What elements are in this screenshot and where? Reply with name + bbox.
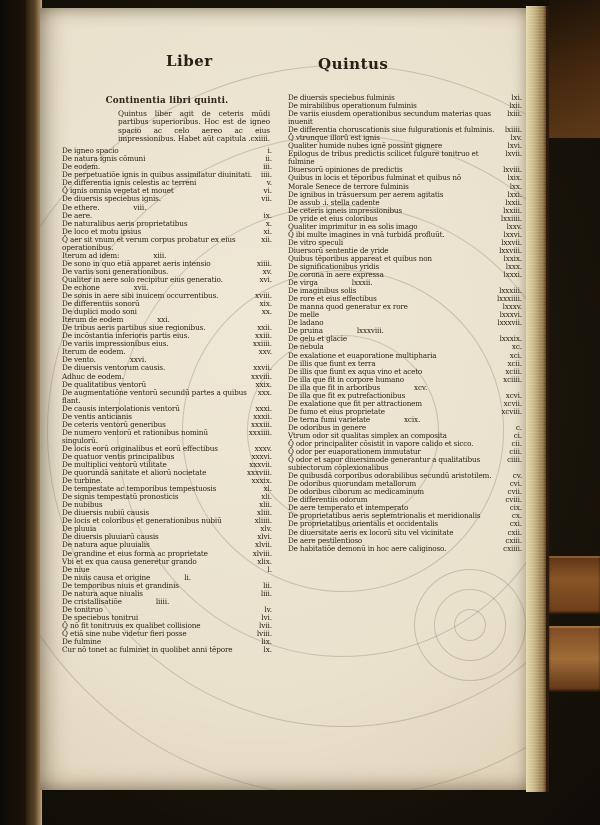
entry-numeral: lxxxviii.	[356, 326, 384, 336]
entry-title: De illis que fiunt ex terra	[288, 358, 376, 368]
entry-title: De cristallisatiōe	[62, 596, 122, 606]
entry-title: De differentiis odorum	[288, 495, 368, 505]
entry-title: De significationibus yridis	[288, 261, 380, 271]
entry-title: De manna quod generatur ex rore	[288, 302, 408, 312]
entry-title: De echone	[62, 282, 100, 292]
entry-title: De turbine.	[62, 476, 103, 486]
toc-entry	[62, 429, 272, 445]
entry-title: De tribus aeris partibus siue regionibus.	[62, 323, 206, 333]
entry-numeral: lxxv.	[506, 221, 522, 231]
toc-entry	[62, 204, 272, 212]
entry-title: De ventis anticianis	[62, 411, 132, 421]
entry-numeral: xiiii.	[256, 258, 272, 268]
entry-numeral: xxxi.	[255, 403, 272, 413]
entry-numeral: lxxxv.	[502, 302, 522, 312]
entry-numeral: xc.	[511, 342, 522, 352]
entry-title: Adhuc de eodem.	[62, 371, 124, 381]
entry-numeral: lxxxix.	[499, 334, 522, 344]
entry-numeral: xxxvii.	[249, 460, 272, 470]
entry-title: De temporibus niuis et grandinis	[62, 580, 179, 590]
entry-numeral: cii.	[511, 439, 522, 449]
entry-numeral: lxxxiiii.	[496, 294, 522, 304]
entry-numeral: xci.	[509, 350, 522, 360]
entry-title: Diuersorū opiniones de predictis	[288, 165, 403, 175]
entry-numeral: lxvii.	[505, 149, 522, 159]
entry-numeral: cvii.	[507, 487, 522, 497]
entry-numeral: xxvii.	[253, 363, 272, 373]
entry-title: Q̄ vtrunque illorū est ignis	[288, 133, 380, 143]
entry-numeral: lxxiii.	[503, 205, 522, 215]
entry-numeral: xcii.	[507, 358, 522, 368]
entry-title: Q̄ odor principaliter cōsistit in vapore calido et sicco.	[288, 439, 474, 449]
toc-intro: Quintus liber agit de ceteris mūdi partibus superioribus. Hoc est de igneo spacio ac celo aereo ac eius impressionibus. Habet aūt capitula .cxiiii.	[118, 109, 270, 143]
entry-title: De causis interpolationis ventorū	[62, 403, 180, 413]
entry-numeral: xxvi.	[129, 355, 147, 365]
leather-strap-lower	[549, 626, 600, 692]
entry-title: Vbi et ex qua causa generetur grando	[62, 556, 197, 566]
entry-title: De diuersis ventorum causis.	[62, 363, 166, 373]
entry-numeral: xii.	[261, 234, 272, 244]
entry-title: De vento.	[62, 355, 96, 365]
entry-title: De speciebus tonitrui	[62, 612, 139, 622]
entry-numeral: xviii.	[255, 291, 272, 301]
entry-numeral: vi.	[263, 186, 272, 196]
entry-title: De quibusdā corporibus odorabilibus secundū aristotilem.	[288, 471, 492, 481]
watermark-circle	[434, 589, 506, 661]
toc-entry	[288, 150, 522, 166]
watermark-circle	[454, 609, 486, 641]
entry-title: De diuersis speciebus fulminis	[288, 93, 395, 102]
entry-numeral: xcix.	[403, 414, 421, 424]
entry-title: De illis que fiunt ex aqua vino et aceto	[288, 366, 423, 376]
toc-entry	[288, 271, 522, 279]
entry-title: De gelu et glacie	[288, 334, 348, 344]
entry-numeral: ii.	[265, 154, 272, 164]
entry-title: De tonitruo	[62, 604, 103, 614]
entry-numeral: xcvi.	[505, 390, 522, 400]
entry-numeral: xxxiii.	[251, 419, 272, 429]
entry-title: Q̄ ibi multe imagines in vnā turbidā profluūt.	[288, 229, 445, 239]
toc-entry	[288, 456, 522, 472]
entry-title: De diuersitate aeris ex locorū situ vel vicinitate	[288, 527, 454, 537]
entry-title: Iterum de eodem.	[62, 347, 126, 357]
entry-numeral: xcv.	[413, 382, 428, 392]
entry-title: De variis eiusdem operationibus secundum materias quas inuenit	[288, 109, 491, 127]
entry-title: De vitro speculi	[288, 237, 343, 247]
entry-title: De illa que fit in corpore humano	[288, 374, 404, 384]
entry-numeral: lxxii.	[505, 197, 522, 207]
entry-title: De diuersis pluuiarū causis	[62, 532, 159, 542]
entry-numeral: lxii.	[509, 101, 522, 111]
entry-title: De odoribus in genere	[288, 422, 366, 432]
entry-title: De variis soni generationibus.	[62, 266, 169, 276]
entry-numeral: xxviii.	[251, 371, 272, 381]
toc-entry	[288, 110, 522, 126]
entry-title: De differentiis sonorū	[62, 299, 140, 309]
entry-numeral: lxxxii.	[351, 278, 373, 288]
entry-title: De imaginibus solis	[288, 286, 357, 296]
entry-title: De virga	[288, 278, 318, 288]
toc-entry	[62, 236, 272, 252]
entry-numeral: cxii.	[507, 527, 522, 537]
entry-title: De odoribus ciborum ac medicaminum	[288, 487, 424, 497]
entry-title: De terna fumi varietate	[288, 414, 370, 424]
entry-numeral: lxxxiii.	[499, 286, 522, 296]
entry-numeral: xiii.	[153, 250, 167, 260]
entry-numeral: xciiii.	[503, 374, 522, 384]
entry-numeral: ciii.	[509, 447, 522, 457]
toc-column-right	[288, 94, 522, 553]
entry-title: Q̄ odor et sapor diuersimode generantur a qualitatibus subiectorum cōplexionalibus	[288, 455, 481, 473]
entry-title: De augmentatiōne ventorū secundū partes a quibus flant.	[62, 387, 247, 405]
entry-numeral: xli.	[261, 492, 272, 502]
entry-title: Qualiter imprimitur in ea solis imago	[288, 221, 418, 231]
entry-numeral: cviii.	[505, 495, 522, 505]
entry-numeral: lxxvii.	[501, 237, 522, 247]
entry-title: Morale Senece de terrore fulminis	[288, 181, 409, 191]
entry-title: De perpetuatiōe ignis in quibus assimilatur diuinitati.	[62, 170, 253, 180]
entry-title: De numero ventorū et rationibus nominū singulorū.	[62, 427, 208, 445]
entry-title: Qualiter humide nubes ignē possint gignere	[288, 141, 443, 151]
entry-title: De loco et motu ipsius	[62, 226, 142, 236]
entry-title: De illa que fit ex putrefactionibus	[288, 390, 406, 400]
entry-title: De incōstantia inferioris partis eius.	[62, 331, 190, 341]
entry-title: De mirabilibus operationum fulminis	[288, 101, 417, 111]
entry-numeral: xlvii.	[255, 540, 272, 550]
entry-title: De odoribus quorundam metallorum	[288, 479, 416, 489]
entry-numeral: xxx.	[257, 387, 272, 397]
running-header-liber: Liber	[166, 52, 213, 70]
entry-title: Q̄ ignis omnia vegetat et mouet	[62, 186, 174, 196]
entry-numeral: liii.	[260, 588, 272, 598]
entry-numeral: v.	[266, 178, 272, 188]
entry-numeral: lxxi.	[507, 189, 522, 199]
entry-numeral: xlvi.	[257, 532, 272, 542]
entry-numeral: xliiii.	[254, 516, 272, 526]
entry-numeral: lv.	[264, 604, 272, 614]
entry-numeral: lii.	[263, 580, 272, 590]
toc-list-right	[288, 94, 522, 553]
toc-entry	[62, 558, 272, 566]
entry-title: De multiplici ventorū vtilitate	[62, 460, 167, 470]
entry-numeral: ci.	[513, 430, 522, 440]
entry-numeral: xxxiiii.	[248, 427, 272, 437]
entry-numeral: lxv.	[510, 133, 522, 143]
entry-numeral: vii.	[261, 194, 272, 204]
entry-title: De exalatione que fit per attractionem	[288, 398, 422, 408]
entry-title: De exalatione et euaporatione multipharia	[288, 350, 437, 360]
entry-numeral: xxxv.	[254, 443, 272, 453]
toc-entry	[288, 311, 522, 319]
entry-title: Iterum ad idem:	[62, 250, 120, 260]
entry-numeral: lxi.	[511, 93, 522, 102]
entry-numeral: cxiiii.	[503, 543, 522, 553]
toc-list-left	[62, 147, 272, 654]
entry-title: De ignibus in trāsuersum per aerem agitatis	[288, 189, 444, 199]
entry-title: De proprietatibus orientalis et occidentalis	[288, 519, 438, 529]
entry-numeral: cxiii.	[505, 535, 522, 545]
entry-numeral: lxx.	[509, 181, 522, 191]
entry-numeral: ciiii.	[507, 455, 522, 465]
entry-title: De quatuor ventis principalibus	[62, 451, 175, 461]
entry-title: De pruina	[288, 326, 323, 336]
entry-numeral: xxix.	[255, 379, 272, 389]
entry-numeral: xxii.	[257, 323, 272, 333]
entry-numeral: xxxii.	[253, 411, 272, 421]
entry-title: De signis tempestatū pronosticis	[62, 492, 179, 502]
entry-title: De natura ignis cōmuni	[62, 154, 146, 164]
leather-cover-corner	[549, 0, 600, 138]
entry-numeral: lvii.	[259, 620, 272, 630]
entry-numeral: liiii.	[155, 596, 170, 606]
entry-numeral: xlix.	[257, 556, 272, 566]
entry-numeral: lxix.	[507, 173, 522, 183]
leather-strap-upper	[549, 556, 600, 614]
entry-title: Qualiter in aere solo recipitur eius generatio.	[62, 274, 223, 284]
entry-numeral: c.	[515, 422, 522, 432]
entry-numeral: cvi.	[509, 479, 522, 489]
entry-numeral: lxxvi.	[503, 229, 522, 239]
entry-numeral: lviii.	[256, 629, 272, 638]
entry-title: Q̄ odor per euaporationem immutatur	[288, 447, 421, 457]
entry-title: De corona in aere expressa	[288, 270, 384, 280]
entry-title: De ladano	[288, 318, 324, 328]
entry-numeral: lxxxi.	[503, 270, 522, 280]
entry-numeral: lxvi.	[507, 141, 522, 151]
entry-title: De melle	[288, 310, 320, 320]
entry-numeral: lxiiii.	[504, 125, 522, 135]
book-page	[40, 8, 526, 790]
entry-title: De natura aque niualis	[62, 588, 143, 598]
entry-numeral: viii.	[133, 202, 147, 212]
entry-title: De qualitatibus ventorū	[62, 379, 147, 389]
entry-numeral: lxxxvi.	[499, 310, 522, 320]
entry-title: De aere pestilentioso	[288, 535, 363, 545]
entry-title: De sono in quo etiā apparet aeris intensio	[62, 258, 211, 268]
entry-numeral: xvi.	[259, 274, 272, 284]
entry-title: Vtrum odor sit qualitas simplex an composita	[288, 430, 447, 440]
entry-numeral: xix.	[259, 299, 272, 309]
toc-entry	[288, 545, 522, 553]
entry-title: De illa que fit in arboribus	[288, 382, 380, 392]
entry-title: De assub .i. stella cadente	[288, 197, 380, 207]
entry-numeral: cv.	[512, 471, 522, 481]
entry-numeral: lix.	[261, 637, 272, 647]
entry-title: De naturalibus aeris proprietatibus	[62, 218, 188, 228]
entry-title: De fumo et eius proprietate	[288, 406, 385, 416]
entry-numeral: xxiii.	[255, 331, 272, 341]
toc-entry	[62, 389, 272, 405]
entry-title: Q̄ aer sit vnum et verum corpus probatur ex eius operationibus.	[62, 234, 236, 252]
entry-numeral: cx.	[511, 511, 522, 521]
entry-numeral: cxi.	[509, 519, 522, 529]
entry-title: De diuersis speciebus ignis.	[62, 194, 161, 204]
entry-title: De locis eorū originalibus et eorū effectibus	[62, 443, 218, 453]
entry-title: De aere.	[62, 210, 93, 220]
entry-title: Quibus tēporibus appareat et quibus non	[288, 253, 432, 263]
entry-title: De differentia ignis celestis ac terreni	[62, 178, 197, 188]
running-header-quintus: Quintus	[318, 55, 389, 73]
entry-title: De aere temperato et intemperato	[288, 503, 409, 513]
entry-title: Cur nō tonet ac fulminet in quolibet anni tēpore	[62, 645, 233, 655]
entry-title: De natura aque pluuialis	[62, 540, 150, 550]
toc-entry	[288, 319, 522, 327]
entry-numeral: i.	[267, 146, 272, 156]
entry-numeral: xcviii.	[501, 406, 522, 416]
toc-entry	[288, 303, 522, 311]
entry-numeral: cix.	[509, 503, 522, 513]
page-block-fore-edge	[526, 6, 549, 792]
entry-title: De pluuia	[62, 524, 97, 534]
entry-numeral: lxxiiii.	[500, 213, 522, 223]
entry-numeral: ix.	[263, 210, 272, 220]
entry-title: Diuersorū sententie de yride	[288, 245, 389, 255]
entry-numeral: lxxx.	[505, 261, 522, 271]
entry-numeral: li.	[184, 572, 191, 582]
entry-title: De differentia choruscationis siue fulgurationis et fulminis.	[288, 125, 495, 135]
entry-title: Iterum de eodem	[62, 315, 124, 325]
entry-title: De niue	[62, 564, 90, 574]
entry-numeral: xliii.	[256, 508, 272, 518]
entry-numeral: xcvii.	[503, 398, 522, 408]
entry-numeral: iiii.	[260, 170, 272, 180]
entry-numeral: lxiii.	[507, 109, 522, 119]
entry-title: De yride et eius coloribus	[288, 213, 378, 223]
entry-title: De tempestate ac temporibus tempestuosis	[62, 484, 217, 494]
entry-numeral: xlv.	[260, 524, 272, 534]
entry-title: De ethere.	[62, 202, 100, 212]
entry-title: De quorundā sanitate et aliorū nocietate	[62, 468, 207, 478]
entry-numeral: xi.	[263, 226, 272, 236]
entry-title: Epilogus de tribus predictis scilicet fulgure tonitruo et fulmine	[288, 149, 479, 167]
entry-title: Quibus in locis et tēporibus fulminat et quibus nō	[288, 173, 461, 183]
toc-column-left	[62, 96, 272, 654]
entry-title: De diuersis nubiū causis	[62, 508, 149, 518]
entry-title: De ceteris igneis impressionibus	[288, 205, 402, 215]
entry-numeral: lxxviii.	[499, 245, 522, 255]
background-left	[0, 0, 26, 825]
entry-numeral: xxxix.	[251, 476, 272, 486]
entry-title: De sonis in aere sibi inuicem occurrentibus.	[62, 291, 219, 301]
entry-title: De niuis causa et origine	[62, 572, 151, 582]
entry-numeral: xxxviii.	[247, 468, 272, 478]
entry-numeral: lxxxvii.	[497, 318, 522, 328]
entry-numeral: lxxix.	[503, 253, 522, 263]
entry-title: De habitatiōe demonū in hoc aere caliginoso.	[288, 543, 447, 553]
entry-title: De eodem.	[62, 162, 101, 172]
entry-numeral: x.	[265, 218, 272, 228]
entry-numeral: xciii.	[505, 366, 522, 376]
entry-numeral: xxv.	[258, 347, 272, 357]
toc-entry	[62, 646, 272, 654]
entry-title: De grandine et eius forma ac proprietate	[62, 548, 208, 558]
entry-title: De rore et eius effectibus	[288, 294, 377, 304]
entry-numeral: xlii.	[259, 500, 272, 510]
entry-numeral: lxviii.	[503, 165, 522, 175]
entry-numeral: xx.	[261, 307, 272, 317]
entry-title: De locis et coloribus et generationibus nubiū	[62, 516, 222, 526]
toc-heading: Continentia libri quinti.	[105, 96, 229, 106]
entry-numeral: xl.	[263, 484, 272, 494]
entry-title: De ceteris ventorū generibus	[62, 419, 166, 429]
entry-numeral: lvi.	[261, 612, 272, 622]
entry-title: Q̄ nō fit tonitruus ex qualibet collisione	[62, 620, 201, 630]
entry-numeral: xvii.	[133, 282, 149, 292]
entry-numeral: lx.	[263, 645, 272, 655]
entry-title: De igneo spacio	[62, 146, 119, 156]
entry-numeral: xxxvi.	[251, 451, 272, 461]
entry-title: De fulmine	[62, 637, 101, 647]
entry-numeral: xv.	[262, 266, 272, 276]
entry-numeral: l.	[267, 564, 272, 574]
entry-title: De nebula	[288, 342, 324, 352]
entry-numeral: xlviii.	[252, 548, 272, 558]
entry-numeral: xxi.	[157, 315, 170, 325]
entry-title: De proprietatibus aeris septemtrionalis et meridionalis	[288, 511, 481, 521]
entry-title: Q̄ etiā sine nube videtur fieri posse	[62, 629, 187, 638]
entry-numeral: xxiiii.	[252, 339, 272, 349]
entry-title: De duplici modo soni	[62, 307, 137, 317]
entry-title: De variis impressionibus eius.	[62, 339, 169, 349]
watermark-circle	[414, 569, 526, 681]
entry-numeral: iii.	[263, 162, 272, 172]
entry-title: De nubibus	[62, 500, 103, 510]
